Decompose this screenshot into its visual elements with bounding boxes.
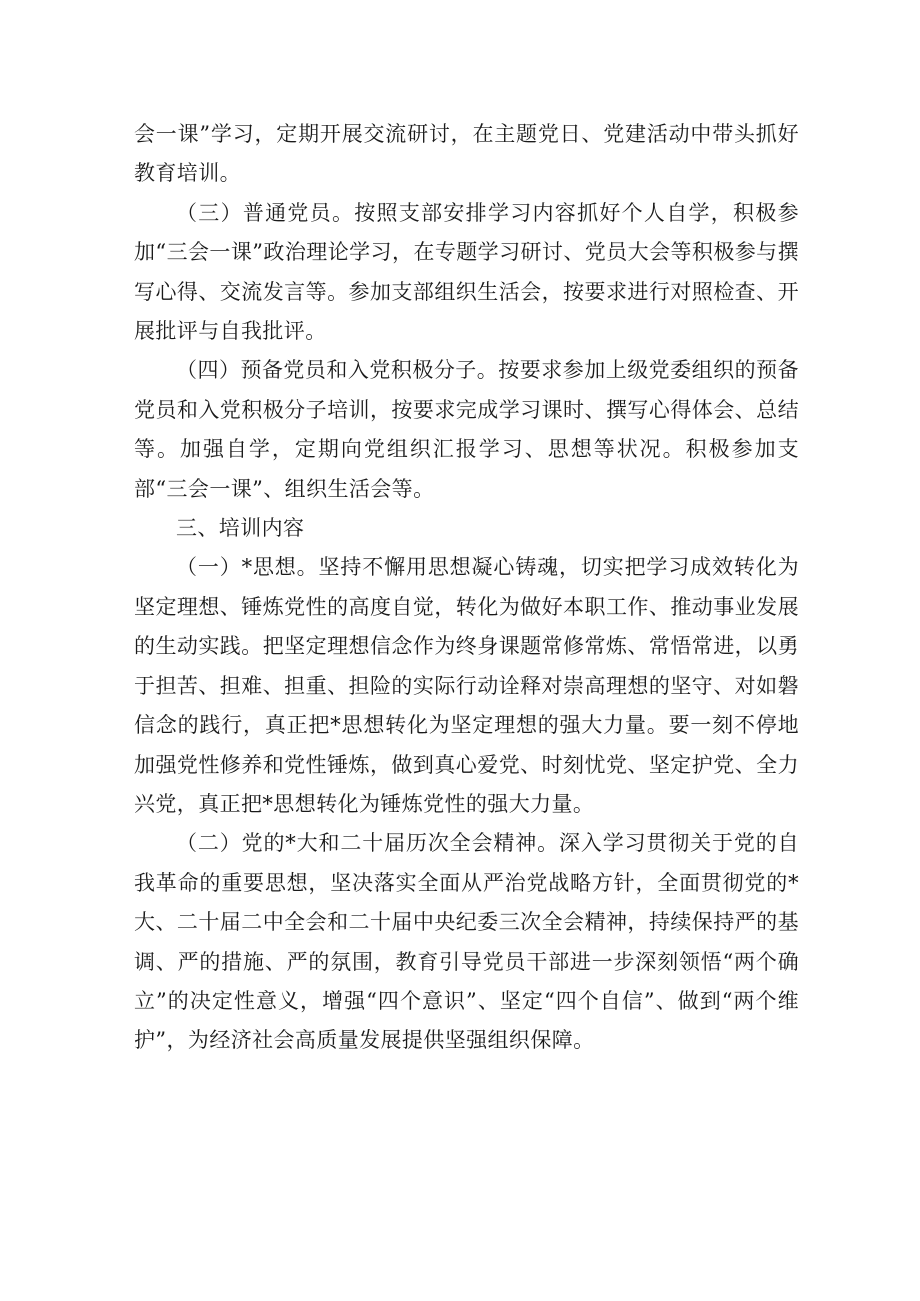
paragraph-congress-spirit: （二）党的*大和二十届历次全会精神。深入学习贯彻关于党的自我革命的重要思想，坚决落实全面从严治党战略方针，全面贯彻党的*大、二十届二中全会和二十届中央纪委三次全会精神，持续保持严的基调、严的措施、严的氛围，教育引导党员干部进一步深刻领悟“两个确立”的决定性意义，增强“四个意识”、坚定“四个自信”、做到“两个维护”，为经济社会高质量发展提供坚强组织保障。: [134, 831, 799, 1053]
document-body: [134, 115, 799, 1061]
paragraph-probationary-members: （四）预备党员和入党积极分子。按要求参加上级党委组织的预备党员和入党积极分子培训，按要求完成学习课时、撰写心得体会、总结等。加强自学，定期向党组织汇报学习、思想等状况。积极参加支部“三会一课”、组织生活会等。: [134, 358, 799, 501]
paragraph-ordinary-members: （三）普通党员。按照支部安排学习内容抓好个人自学，积极参加“三会一课”政治理论学习，在专题学习研讨、党员大会等积极参与撰写心得、交流发言等。参加支部组织生活会，按要求进行对照检查、开展批评与自我批评。: [134, 200, 799, 344]
section-heading-training-content: 三、培训内容: [176, 516, 305, 541]
paragraph-continuation: 会一课”学习，定期开展交流研讨，在主题党日、党建活动中带头抓好教育培训。: [134, 122, 799, 186]
paragraph-thought: （一）*思想。坚持不懈用思想凝心铸魂，切实把学习成效转化为坚定理想、锤炼党性的高度自觉，转化为做好本职工作、推动事业发展的生动实践。把坚定理想信念作为终身课题常修常炼、常悟常进，以勇于担苦、担难、担重、担险的实际行动诠释对崇高理想的坚守、对如磐信念的践行，真正把*思想转化为坚定理想的强大力量。要一刻不停地加强党性修养和党性锤炼，做到真心爱党、时刻忧党、坚定护党、全力兴党，真正把*思想转化为锤炼党性的强大力量。: [134, 555, 799, 816]
